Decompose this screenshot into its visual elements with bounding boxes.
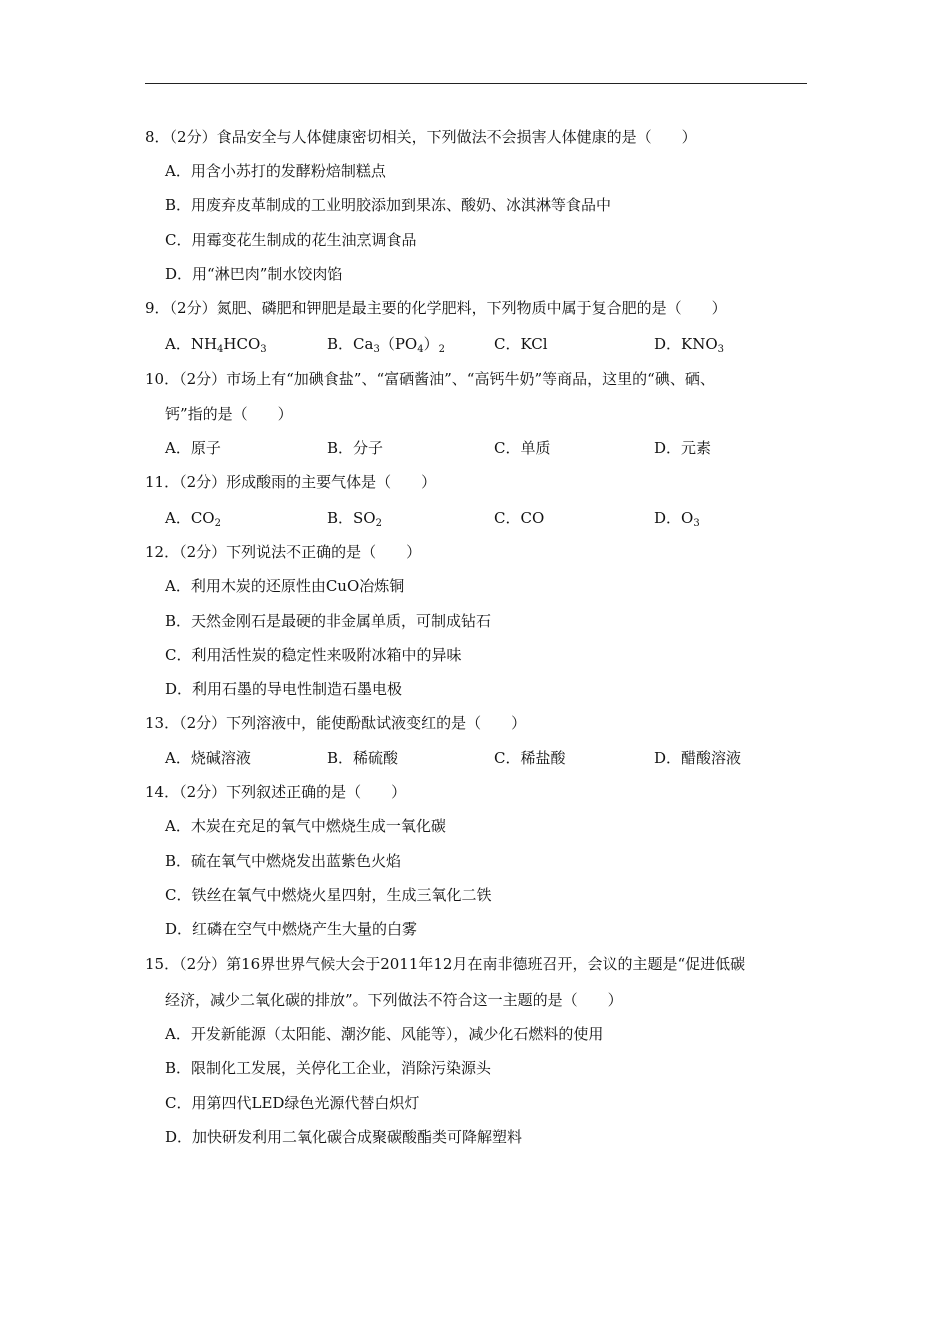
question-9-option-c: C．KCl bbox=[494, 335, 548, 353]
q11-d-sub: 3 bbox=[693, 518, 700, 529]
q9-a-text: A．NH bbox=[165, 335, 218, 353]
question-9-option-d bbox=[654, 334, 724, 354]
question-12-stem: 12．（2分）下列说法不正确的是（ ） bbox=[145, 543, 422, 561]
question-12-option-d: D．利用石墨的导电性制造石墨电极 bbox=[165, 680, 403, 698]
question-10-stem-line2: 钙”指的是（ ） bbox=[165, 405, 293, 423]
q9-b-sub: 2 bbox=[438, 344, 445, 355]
q9-b-sub: 3 bbox=[373, 344, 380, 355]
question-13-stem: 13．（2分）下列溶液中，能使酚酞试液变红的是（ ） bbox=[145, 714, 527, 732]
question-14-option-c: C．铁丝在氧气中燃烧火星四射，生成三氧化二铁 bbox=[165, 886, 492, 904]
question-13-option-b: B．稀硫酸 bbox=[327, 749, 399, 767]
q9-a-sub: 4 bbox=[217, 344, 224, 355]
question-15-option-d: D．加快研发利用二氧化碳合成聚碳酸酯类可降解塑料 bbox=[165, 1128, 523, 1146]
question-8-option-a: A．用含小苏打的发酵粉焙制糕点 bbox=[165, 162, 386, 180]
question-14-option-d: D．红磷在空气中燃烧产生大量的白雾 bbox=[165, 920, 418, 938]
q9-b-text: ） bbox=[423, 335, 439, 353]
question-15-option-b: B．限制化工发展，关停化工企业，消除污染源头 bbox=[165, 1059, 492, 1077]
q9-d-text: D．KNO bbox=[654, 335, 718, 353]
question-13-option-c: C．稀盐酸 bbox=[494, 749, 566, 767]
q11-a-text: A．CO bbox=[165, 509, 215, 527]
question-11-option-b bbox=[327, 508, 382, 528]
question-8-option-c: C．用霉变花生制成的花生油烹调食品 bbox=[165, 231, 417, 249]
question-14-option-a: A．木炭在充足的氧气中燃烧生成一氧化碳 bbox=[165, 817, 446, 835]
question-15-option-c: C．用第四代LED绿色光源代替白炽灯 bbox=[165, 1094, 420, 1112]
q9-a-sub: 3 bbox=[260, 344, 267, 355]
question-8-stem: 8．（2分）食品安全与人体健康密切相关，下列做法不会损害人体健康的是（ ） bbox=[145, 128, 697, 146]
question-10-option-a: A．原子 bbox=[165, 439, 221, 457]
question-10-stem-line1: 10．（2分）市场上有“加碘食盐”、“富硒酱油”、“高钙牛奶”等商品，这里的“碘、硒、 bbox=[145, 370, 715, 388]
q11-a-sub: 2 bbox=[214, 518, 221, 529]
question-12-option-b: B．天然金刚石是最硬的非金属单质，可制成钻石 bbox=[165, 612, 492, 630]
question-13-option-a: A．烧碱溶液 bbox=[165, 749, 251, 767]
q9-b-sub: 4 bbox=[417, 344, 424, 355]
question-10-option-d: D．元素 bbox=[654, 439, 712, 457]
question-11-option-d bbox=[654, 508, 700, 528]
header-rule bbox=[145, 83, 807, 84]
question-10-option-b: B．分子 bbox=[327, 439, 384, 457]
q9-a-text: HCO bbox=[223, 335, 261, 353]
q9-d-sub: 3 bbox=[717, 344, 725, 355]
question-15-stem-line2: 经济，减少二氧化碳的排放”。下列做法不符合这一主题的是（ ） bbox=[165, 991, 623, 1009]
q11-b-text: B．SO bbox=[327, 509, 376, 527]
question-9-stem: 9．（2分）氮肥、磷肥和钾肥是最主要的化学肥料，下列物质中属于复合肥的是（ ） bbox=[145, 299, 727, 317]
q11-b-sub: 2 bbox=[375, 518, 382, 529]
q11-d-text: D．O bbox=[654, 509, 694, 527]
question-8-option-d: D．用“淋巴肉”制水饺肉馅 bbox=[165, 265, 343, 283]
question-12-option-a: A．利用木炭的还原性由CuO冶炼铜 bbox=[165, 577, 405, 595]
question-9-option-b bbox=[327, 334, 445, 354]
question-11-option-c: C．CO bbox=[494, 509, 545, 527]
question-11-option-a bbox=[165, 508, 221, 528]
q9-b-text: B．Ca bbox=[327, 335, 374, 353]
question-15-option-a: A．开发新能源（太阳能、潮汐能、风能等），减少化石燃料的使用 bbox=[165, 1025, 604, 1043]
q9-b-text: （PO bbox=[379, 335, 418, 353]
question-11-stem: 11．（2分）形成酸雨的主要气体是（ ） bbox=[145, 473, 437, 491]
question-12-option-c: C．利用活性炭的稳定性来吸附冰箱中的异味 bbox=[165, 646, 462, 664]
question-8-option-b: B．用废弃皮革制成的工业明胶添加到果冻、酸奶、冰淇淋等食品中 bbox=[165, 196, 612, 214]
question-9-option-a bbox=[165, 334, 267, 354]
question-10-option-c: C．单质 bbox=[494, 439, 551, 457]
question-13-option-d: D．醋酸溶液 bbox=[654, 749, 742, 767]
question-14-stem: 14．（2分）下列叙述正确的是（ ） bbox=[145, 783, 407, 801]
question-14-option-b: B．硫在氧气中燃烧发出蓝紫色火焰 bbox=[165, 852, 402, 870]
question-15-stem-line1: 15．（2分）第16界世界气候大会于2011年12月在南非德班召开，会议的主题是“促进低碳 bbox=[145, 955, 746, 973]
